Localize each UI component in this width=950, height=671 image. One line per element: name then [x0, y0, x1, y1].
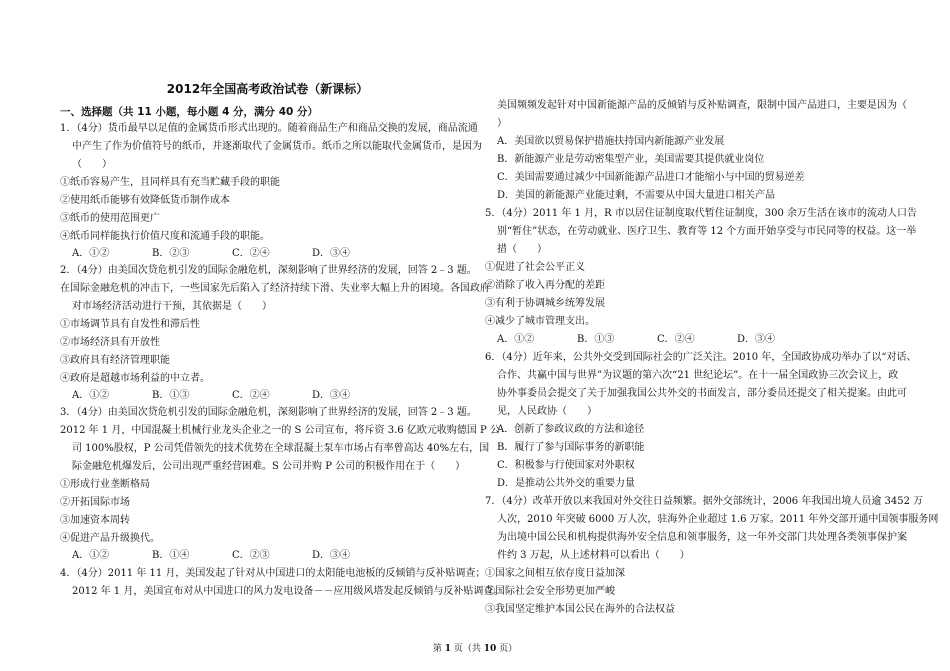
q5-choice: ④减少了城市管理支出。: [485, 316, 595, 327]
option-c: C．②④: [232, 248, 270, 259]
exam-title: 2012年全国高考政治试卷（新课标）: [166, 82, 369, 96]
option-b: B．②③: [152, 248, 190, 259]
q1-choice: ③纸币的使用范围更广: [60, 213, 160, 224]
q5-choice: ①促进了社会公平正义: [485, 262, 585, 273]
q7-stem-line: 件约 3 万起，从上述材料可以看出（ ）: [497, 550, 690, 561]
q4-stem-line: ）: [497, 118, 507, 129]
q3-stem-line: 3．（4分）由美国次贷危机引发的国际金融危机，深刻影响了世界经济的发展，回答 2﹣3 题。: [60, 407, 477, 418]
q6-stem-line: 6．（4分）近年来，公共外交受到国际社会的广泛关注。2010 年，全国政协成功举办了以“对话、: [485, 352, 917, 363]
q2-stem-line: 2．（4分）由美国次贷危机引发的国际金融危机，深刻影响了世界经济的发展，回答 2﹣3 题。: [60, 265, 477, 276]
q1-choice: ②使用纸币能够有效降低货币制作成本: [60, 195, 230, 206]
page-footer: [0, 641, 950, 654]
q1-choice: ①纸币容易产生，且同样具有充当贮藏手段的职能: [60, 177, 280, 188]
q4-stem-line: 2012 年 1 月，美国宣布对从中国进口的风力发电设备－－应用级风塔发起反倾销与反补贴调查。: [72, 586, 504, 597]
q4-choice: C．美国需要通过减少中国新能源产品进口才能缩小与中国的贸易逆差: [497, 172, 805, 183]
option-a: A．①②: [72, 390, 110, 401]
q2-stem-line: 对市场经济活动进行干预，其依据是（ ）: [72, 301, 272, 312]
footer-prefix: 第: [432, 644, 445, 654]
option-b: B．①③: [152, 390, 190, 401]
q7-stem-line: 人次，2010 年突破 6000 万人次，驻海外企业超过 1.6 万家。2011 年外交部开通中国领事服务网: [497, 514, 939, 525]
q2-choice: ②市场经济具有开放性: [60, 337, 160, 348]
q1-stem-line: 中产生了作为价值符号的纸币，并逐渐取代了金属货币。纸币之所以能取代金属货币，是因为: [72, 141, 482, 152]
q2-choice: ①市场调节具有自发性和滞后性: [60, 319, 200, 330]
q7-stem-line: 7．（4分）改革开放以来我国对外交往日益频繁。据外交部统计，2006 年我国出境人员逾 3452 万: [485, 496, 924, 507]
q2-choice: ③政府具有经济管理职能: [60, 355, 170, 366]
q6-choice: D．是推动公共外交的重要力量: [497, 478, 636, 489]
option-b: B．①④: [152, 550, 190, 561]
q3-stem-line: 司 100%股权，P 公司凭借领先的技术优势在全球混凝土泵车市场占有率曾高达 40%左右，国: [72, 443, 490, 454]
option-d: D．③④: [312, 248, 351, 259]
footer-middle: 页（共: [451, 644, 484, 654]
q5-choice: ③有利于协调城乡统筹发展: [485, 298, 605, 309]
option-b: B．①③: [577, 334, 615, 345]
q6-stem-line: 合作、共赢中国与世界”为议题的第六次“21 世纪论坛”。在十一届全国政协三次会议上，政: [497, 370, 899, 381]
q6-choice: C．积极参与行使国家对外职权: [497, 460, 635, 471]
q7-stem-line: 为出境中国公民和机构提供海外安全信息和领事服务，这一年外交部门共处理各类领事保护案: [497, 532, 907, 543]
option-a: A．①②: [72, 248, 110, 259]
section-heading: 一、选择题（共 11 小题，每小题 4 分，满分 40 分）: [60, 106, 318, 118]
q2-stem-line: 在国际金融危机的冲击下，一些国家先后陷入了经济持续下滑、失业率大幅上升的困境。各国政府: [60, 283, 490, 294]
option-a: A．①②: [72, 550, 110, 561]
q5-stem-line: 5．（4分）2011 年 1 月，R 市以居住证制度取代暂住证制度，300 余万生活在该市的流动人口告: [485, 208, 918, 219]
q5-choice: ②消除了收入再分配的差距: [485, 280, 605, 291]
q3-choice: ①形成行业垄断格局: [60, 479, 150, 490]
q5-stem-line: 措（ ）: [497, 244, 547, 255]
q4-stem-line: 美国频频发起针对中国新能源产品的反倾销与反补贴调查，限制中国产品进口，主要是因为（: [497, 100, 907, 111]
q4-choice: A．美国欲以贸易保护措施扶持国内新能源产业发展: [497, 136, 725, 147]
option-d: D．③④: [737, 334, 776, 345]
q1-stem-line: （ ）: [72, 159, 112, 170]
option-a: A．①②: [497, 334, 535, 345]
option-c: C．②③: [232, 550, 270, 561]
option-d: D．③④: [312, 550, 351, 561]
option-c: C．②④: [657, 334, 695, 345]
q2-choice: ④政府是超越市场利益的中立者。: [60, 373, 210, 384]
q1-choice: ④纸币同样能执行价值尺度和流通手段的职能。: [60, 231, 270, 242]
page-number: 1: [444, 644, 451, 654]
q3-stem-line: 际金融危机爆发后，公司出现严重经营困难。S 公司并购 P 公司的积极作用在于（ ）: [72, 461, 466, 472]
page-total: 10: [483, 644, 497, 654]
q6-choice: B．履行了参与国际事务的新职能: [497, 442, 645, 453]
option-c: C．②④: [232, 390, 270, 401]
q3-choice: ②开拓国际市场: [60, 497, 130, 508]
q6-stem-line: 见，人民政协（ ）: [497, 406, 597, 417]
option-d: D．③④: [312, 390, 351, 401]
q7-choice: ③我国坚定维护本国公民在海外的合法权益: [485, 604, 675, 615]
q6-choice: A．创新了参政议政的方法和途径: [497, 424, 645, 435]
q7-choice: ①国家之间相互依存度日益加深: [485, 568, 625, 579]
q3-choice: ④促进产品升级换代。: [60, 533, 160, 544]
q5-stem-line: 别“暂住”状态，在劳动就业、医疗卫生、教育等 12 个方面开始享受与市民同等的权益。这一举: [497, 226, 917, 237]
q1-stem-line: 1．（4分）货币最早以足值的金属货币形式出现的。随着商品生产和商品交换的发展，商品流通: [60, 123, 478, 134]
q4-choice: D．美国的新能源产业能过剩，不需要从中国大量进口相关产品: [497, 190, 776, 201]
q6-stem-line: 协外事委员会提交了关于加强我国公共外交的书面发言，部分委员还提交了相关提案。由此可: [497, 388, 907, 399]
q7-choice: ②国际社会安全形势更加严峻: [485, 586, 615, 597]
q4-stem-line: 4．（4分）2011 年 11 月，美国发起了针对从中国进口的太阳能电池板的反倾销与反补贴调查；: [60, 568, 486, 579]
q3-stem-line: 2012 年 1 月，中国混凝土机械行业龙头企业之一的 S 公司宣布，将斥资 3.6 亿欧元收购德国 P 公: [60, 425, 500, 436]
q4-choice: B．新能源产业是劳动密集型产业，美国需要其提供就业岗位: [497, 154, 765, 165]
footer-suffix: 页）: [496, 644, 518, 654]
q3-choice: ③加速资本周转: [60, 515, 130, 526]
